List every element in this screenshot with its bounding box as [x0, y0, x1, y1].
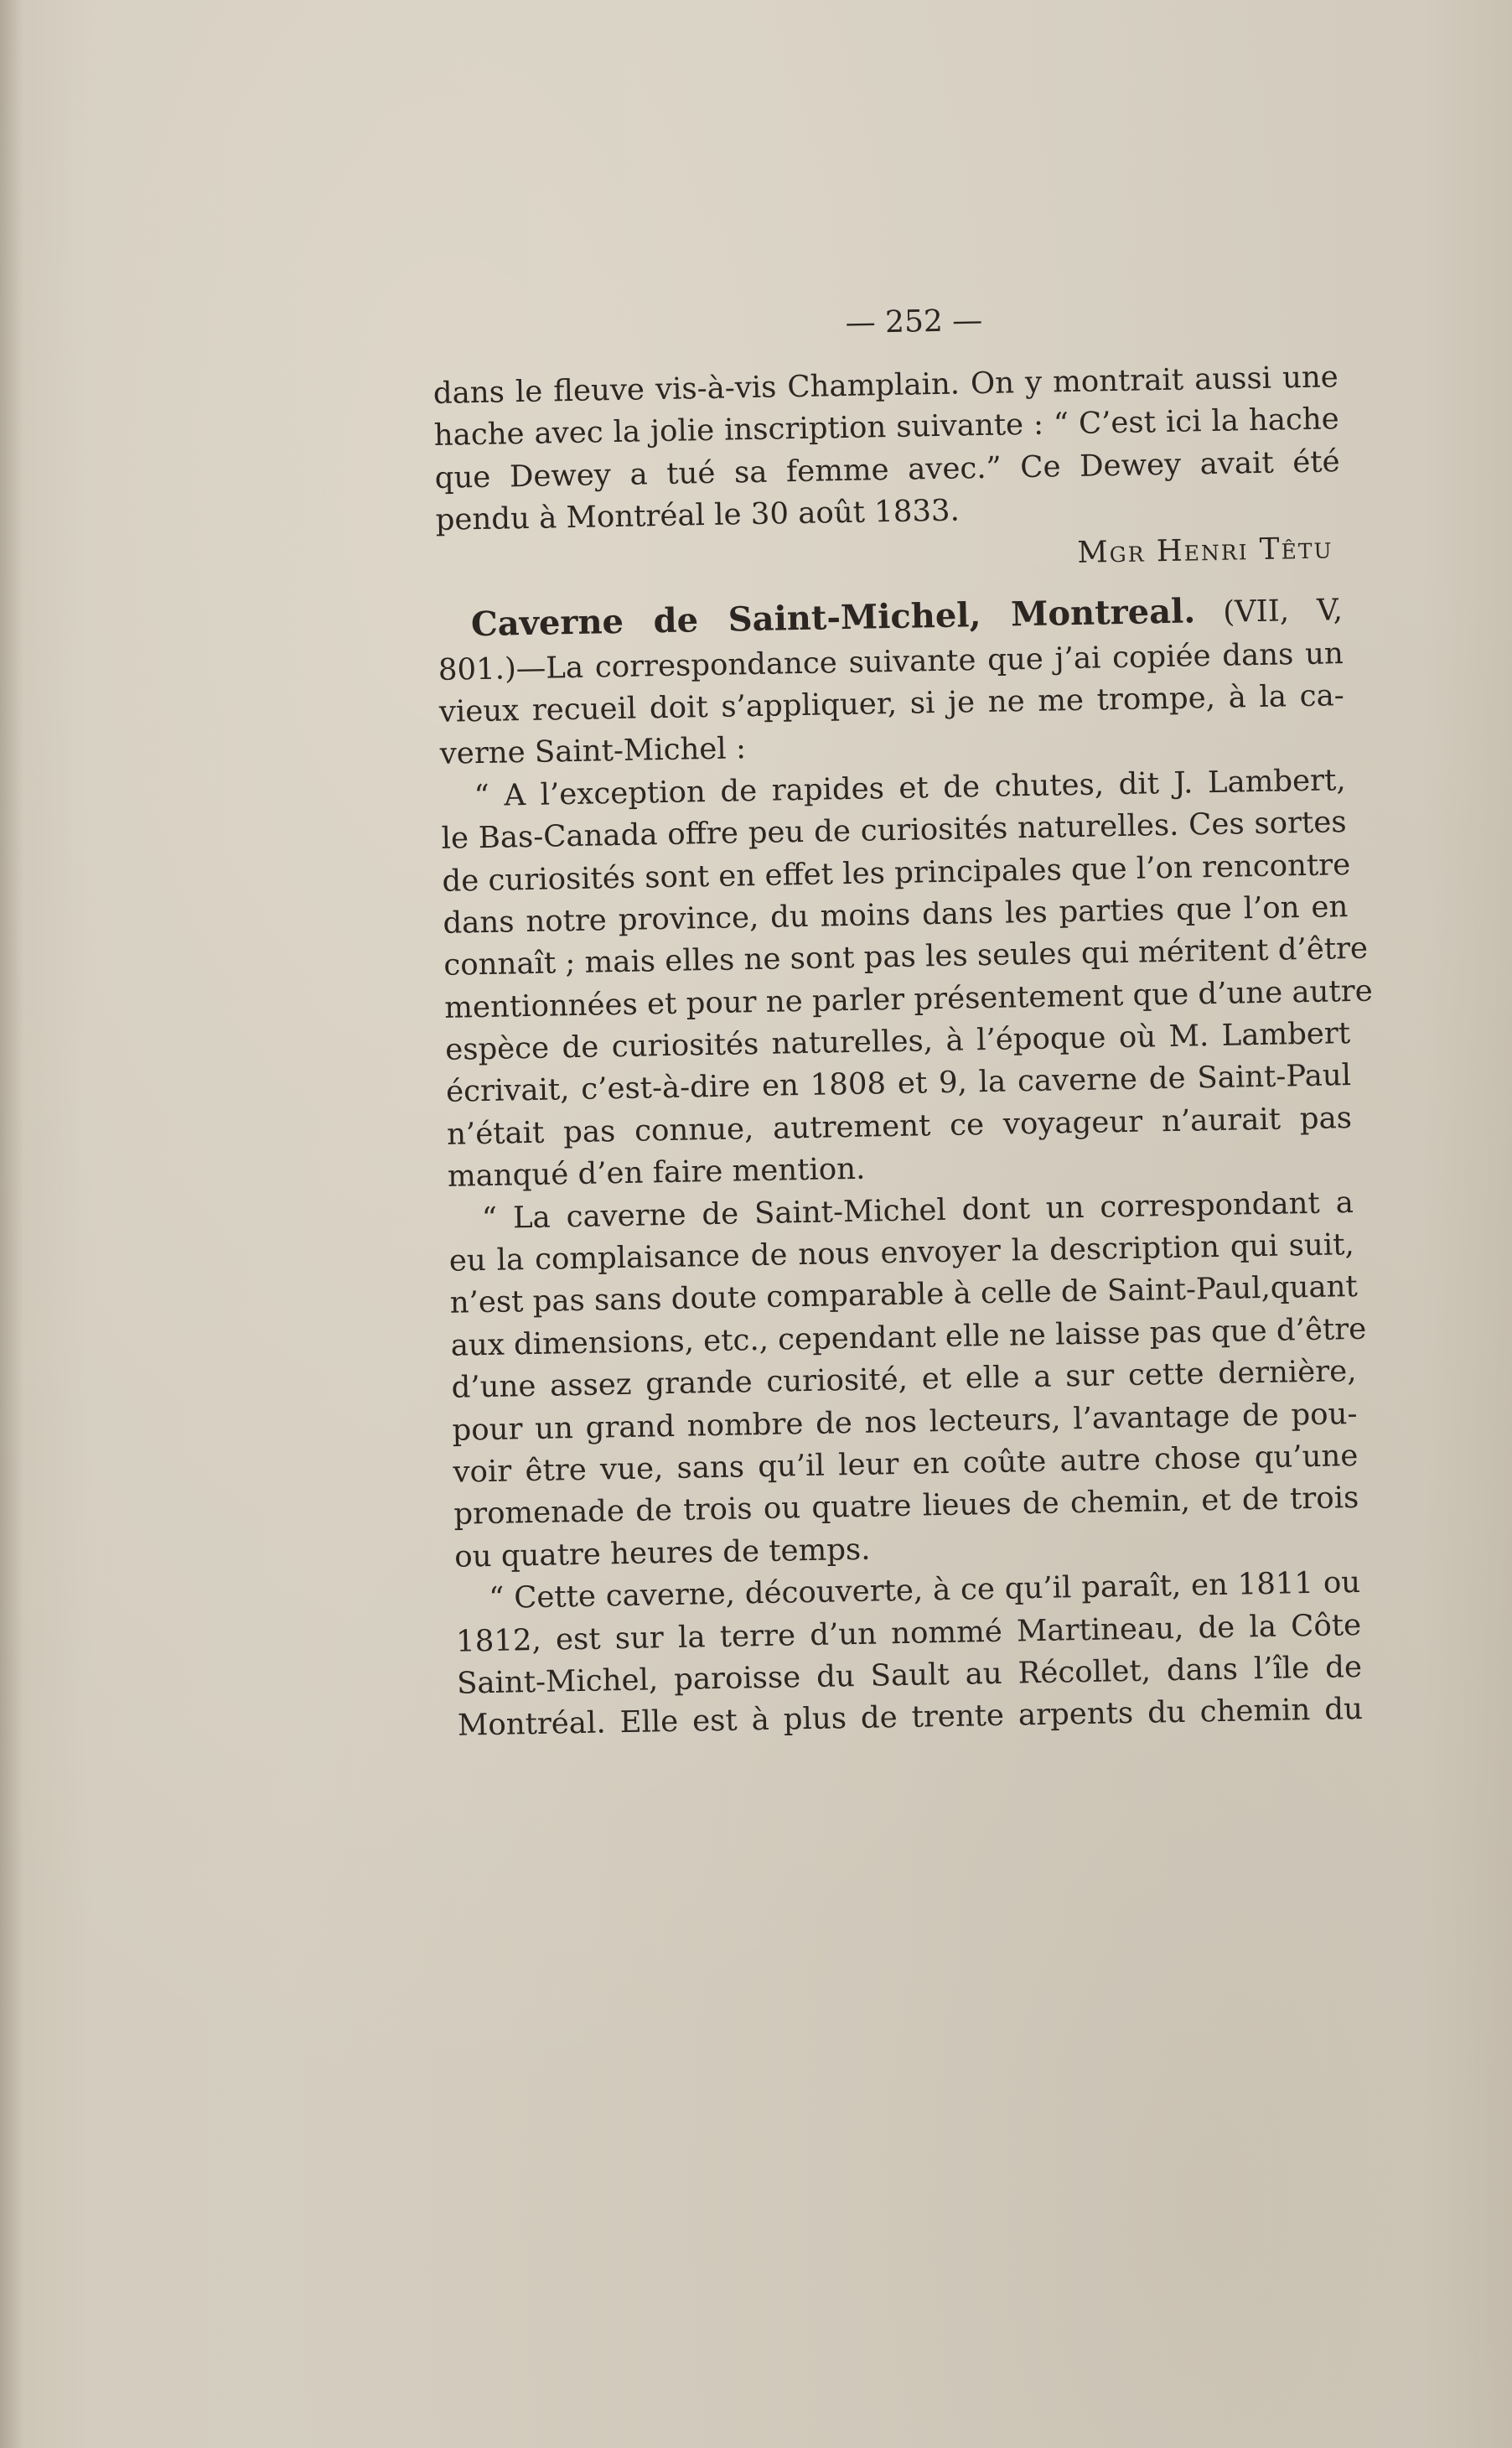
text-line: manqué d’en faire mention.: [447, 1151, 866, 1195]
text-line: écrivait, c’est-à-dire en 1808 et 9, la caverne de Saint-Paul: [445, 1058, 1352, 1110]
text-line: Saint-Michel, paroisse du Sault au Récollet, dans l’île de: [456, 1649, 1363, 1701]
text-line: espèce de curiosités naturelles, à l’époque où M. Lambert: [444, 1016, 1351, 1067]
text-line: pendu à Montréal le 30 août 1833.: [435, 493, 961, 538]
text-line: aux dimensions, etc., cependant elle ne laisse pas que d’être: [450, 1311, 1367, 1363]
text-line: “ A l’exception de rapides et de chutes, dit J. Lambert,: [474, 762, 1346, 813]
text-line: 801.)—La correspondance suivante que j’ai copiée dans un: [438, 635, 1344, 687]
text-line: ou quatre heures de temps.: [453, 1532, 871, 1574]
text-line: “ La caverne de Saint-Michel dont un correspondant a: [481, 1185, 1354, 1236]
text-line: n’était pas connue, autrement ce voyageur n’aurait pas: [446, 1100, 1353, 1152]
text-line: eu la complaisance de nous envoyer la description qui suit,: [448, 1227, 1355, 1278]
text-line: dans le fleuve vis-à-vis Champlain. On y montrait aussi une: [432, 360, 1339, 411]
text-line: hache avec la jolie inscription suivante : “ C’est ici la hache: [433, 402, 1340, 454]
text-line: connaît ; mais elles ne sont pas les seules qui méritent d’être: [443, 931, 1369, 983]
text-line: mentionnées et pour ne parler présentement que d’une autre: [443, 973, 1374, 1025]
page-text-block: [432, 289, 1374, 1747]
page-edge-shadow: [0, 0, 23, 2448]
text-line: le Bas-Canada offre peu de curiosités naturelles. Ces sortes: [441, 805, 1347, 857]
text-line: dans notre province, du moins dans les parties que l’on en: [443, 889, 1349, 941]
text-line: “ Cette caverne, découverte, à ce qu’il paraît, en 1811 ou: [488, 1565, 1361, 1616]
section-heading-title: Caverne de Saint-Michel, Montreal.: [470, 590, 1196, 644]
text-line: d’une assez grande curiosité, et elle a sur cette dernière,: [451, 1354, 1357, 1405]
text-line: de curiosités sont en effet les principales que l’on rencontre: [442, 847, 1351, 899]
text-line: pour un grand nombre de nos lecteurs, l’avantage de pou-: [452, 1396, 1358, 1448]
text-line: promenade de trois ou quatre lieues de chemin, et de trois: [453, 1481, 1359, 1533]
section-heading-ref: (VII, V,: [1222, 592, 1344, 630]
text-line: n’est pas sans doute comparable à celle de Saint-Paul,quant: [449, 1269, 1359, 1321]
text-line: vieux recueil doit s’appliquer, si je ne me trompe, à la ca-: [438, 678, 1345, 729]
text-line: 1812, est sur la terre d’un nommé Martineau, de la Côte: [455, 1607, 1362, 1659]
page-number: — 252 —: [845, 303, 983, 340]
text-line: voir être vue, sans qu’il leur en coûte autre chose qu’une: [453, 1438, 1359, 1490]
author-signature: Mgr Henri Têtu: [1076, 530, 1333, 570]
text-line: que Dewey a tué sa femme avec.” Ce Dewey avait été: [434, 443, 1340, 495]
text-line: verne Saint-Michel :: [439, 731, 747, 772]
text-line: Montréal. Elle est à plus de trente arpents du chemin du: [457, 1692, 1364, 1744]
